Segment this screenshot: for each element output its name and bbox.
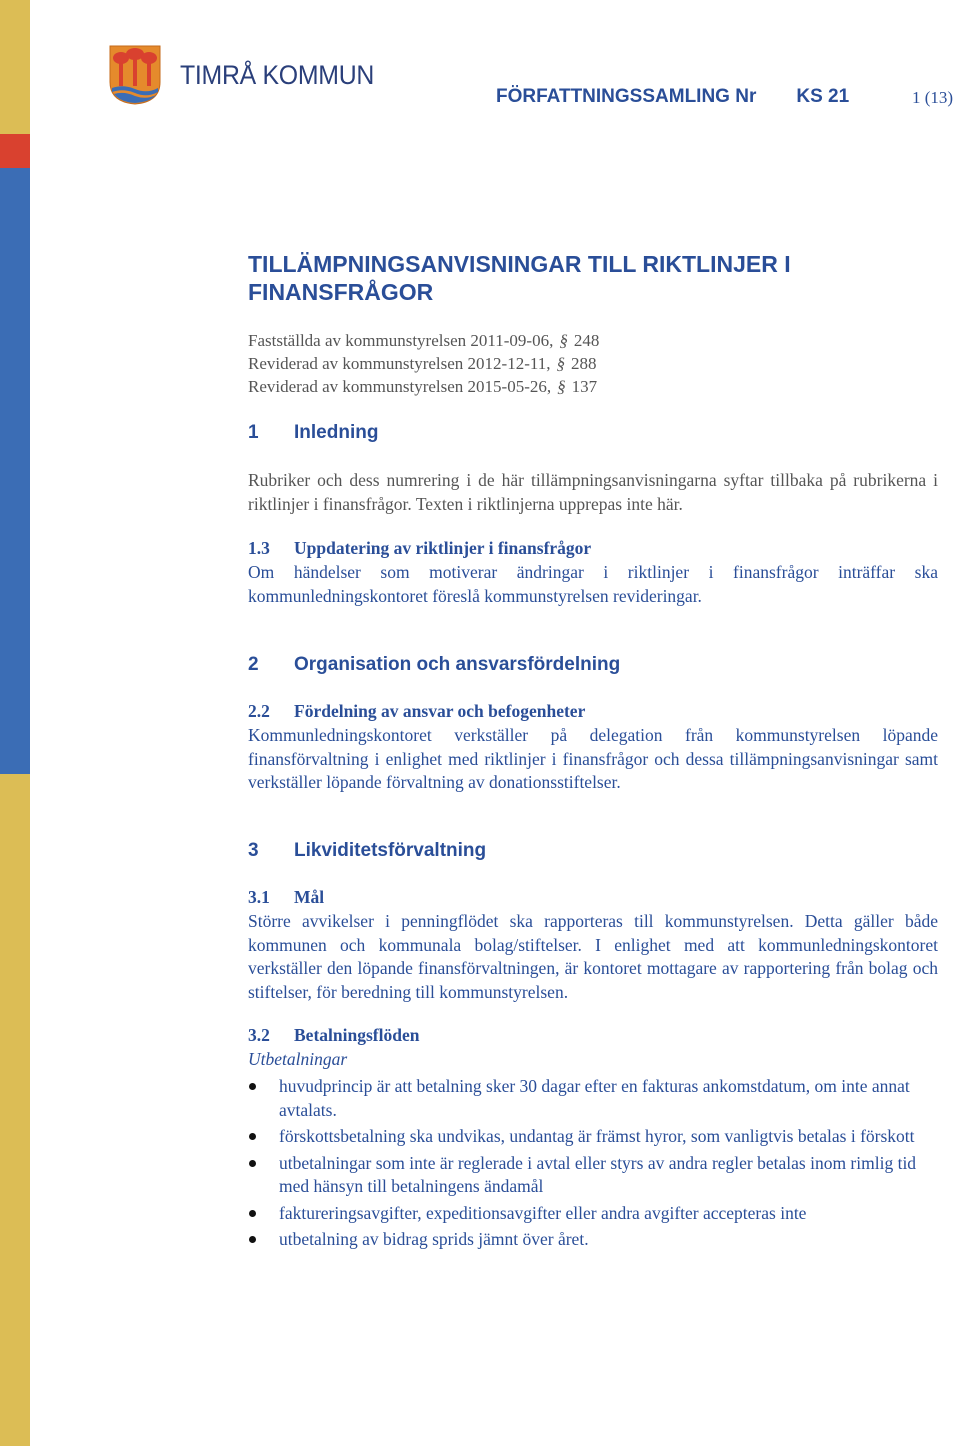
bullet-icon [249,1083,256,1090]
revision-text: Reviderad av kommunstyrelsen 2012-12-11, [248,354,551,373]
revision-number: 288 [570,354,597,373]
heading-number: 3 [248,840,259,861]
page-indicator: 1 (13) [912,88,954,107]
bullet-icon [249,1160,256,1167]
document-title: TILLÄMPNINGSANVISNINGAR TILL RIKTLINJER I FINANSFRÅGOR [248,251,791,305]
payment-rules-list [248,1075,938,1255]
heading-section-2 [248,654,620,676]
list-item-text: utbetalningar som inte är reglerade i avtal eller styrs av andra regler betalas inom rimlig tid med hänsyn till betalningens ändamål [279,1152,917,1196]
list-item [248,1228,938,1252]
bullet-icon [249,1133,256,1140]
heading-title: Fördelning av ansvar och befogenheter [294,701,586,721]
heading-section-3-1 [248,887,324,908]
paragraph-section-1: Rubriker och dess numrering i de här tillämpningsanvisningarna syftar tillbaka på rubrikerna i riktlinjer i finansfrågor. Texten i riktlinjerna upprepas inte här. [248,470,938,514]
list-item [248,1125,938,1149]
section-sign: § [556,354,565,373]
section-sign: § [557,377,566,396]
bullet-icon [249,1210,256,1217]
list-item-text: utbetalning av bidrag sprids jämnt över året. [279,1229,589,1249]
document-series-header [496,86,849,108]
list-item-text: faktureringsavgifter, expeditionsavgifter eller andra avgifter accepteras inte [279,1202,807,1223]
revision-number: 137 [571,377,598,396]
heading-title: Betalningsflöden [294,1025,420,1045]
municipal-coat-of-arms-icon [108,44,162,106]
document-code: KS 21 [796,86,850,107]
paragraph-section-2-2: Kommunledningskontoret verkställer på delegation från kommunstyrelsen löpande finansförvaltning i enlighet med riktlinjer i finansfrågor och dessa tillämpningsanvisningar samt verkställer löpande förvaltning av donationsstiftelser. [248,725,938,792]
section-sign: § [559,331,568,350]
side-stripe-red [0,134,30,168]
heading-section-1 [248,422,378,444]
list-item-text: förskottsbetalning ska undvikas, undantag är främst hyror, som vanligtvis betalas i förskott [279,1126,915,1146]
list-item [248,1202,938,1226]
revision-line-1 [248,353,596,375]
heading-section-1-3 [248,538,591,559]
collection-label: FÖRFATTNINGSSAMLING Nr [496,86,757,107]
heading-title: Inledning [294,422,379,443]
heading-number: 1 [248,422,259,443]
heading-title: Mål [294,887,325,907]
adoption-text: Fastställda av kommunstyrelsen 2011-09-06, [248,331,554,350]
adoption-line [248,330,599,352]
heading-number: 3.1 [248,887,270,907]
logo-wordmark: TIMRÅ KOMMUN [180,59,375,90]
heading-number: 3.2 [248,1025,270,1045]
bullet-icon [249,1236,256,1243]
side-stripe-yellow-bottom [0,774,30,1446]
list-item [248,1152,938,1199]
revision-text: Reviderad av kommunstyrelsen 2015-05-26, [248,377,552,396]
side-stripe-yellow-top [0,0,30,134]
heading-number: 2 [248,654,259,675]
list-item-text: huvudprincip är att betalning sker 30 dagar efter en fakturas ankomstdatum, om inte annat avtalats. [279,1076,910,1120]
heading-title: Likviditetsförvaltning [294,840,487,861]
heading-section-3-2 [248,1025,419,1046]
municipality-logo [108,44,391,106]
heading-section-3 [248,840,486,862]
heading-section-2-2 [248,701,585,722]
adoption-number: 248 [573,331,600,350]
revision-line-2 [248,376,597,398]
subheading-utbetalningar: Utbetalningar [248,1049,348,1069]
paragraph-section-3-1: Större avvikelser i penningflödet ska rapporteras till kommunstyrelsen. Detta gäller både kommunen och kommunala bolag/stiftelser. I enlighet med att kommunledningskontoret verkställer den löpande finansförvaltningen, är kontoret mottagare av rapportering från bolag och stiftelser, för beredning till kommunstyrelsen. [248,911,938,1002]
list-item [248,1075,938,1122]
side-stripe-blue [0,168,30,774]
heading-title: Uppdatering av riktlinjer i finansfrågor [294,538,592,558]
heading-number: 2.2 [248,701,270,721]
paragraph-section-1-3: Om händelser som motiverar ändringar i riktlinjer i finansfrågor inträffar ska kommunledningskontoret föreslå kommunstyrelsen revideringar. [248,562,938,606]
heading-number: 1.3 [248,538,270,558]
heading-title: Organisation och ansvarsfördelning [294,654,621,675]
